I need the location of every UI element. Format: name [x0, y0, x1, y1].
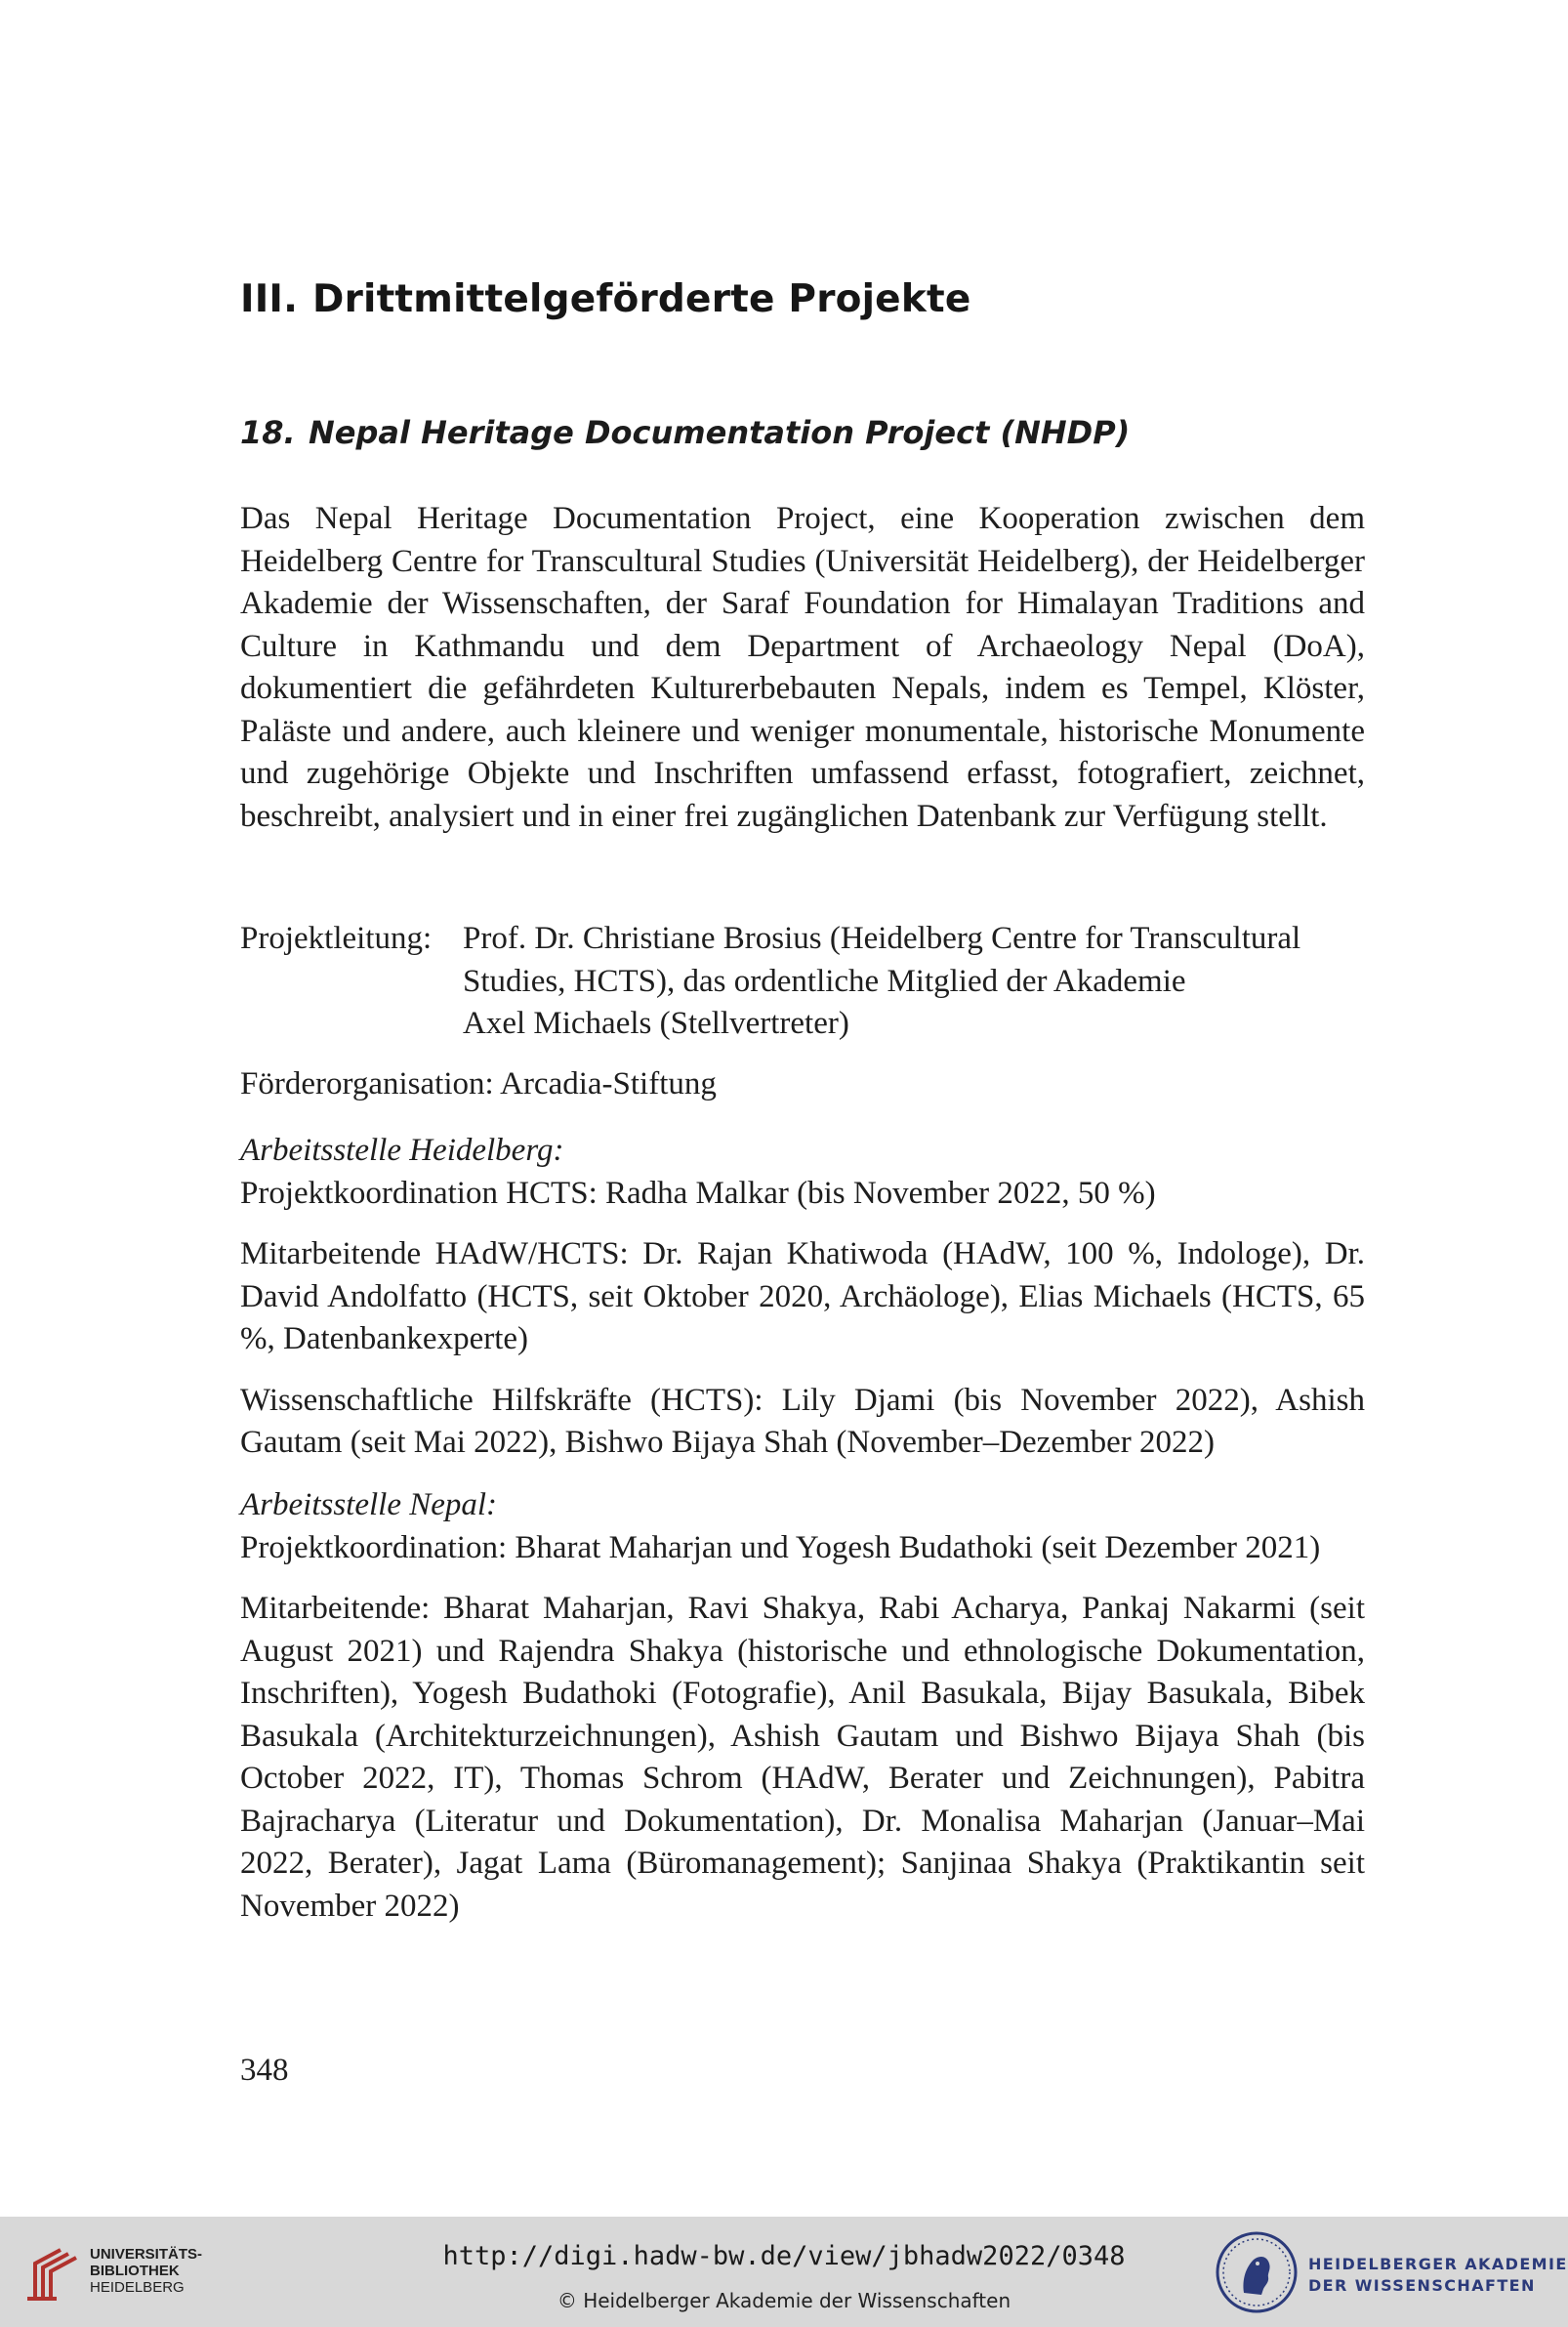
ub-line-1: UNIVERSITÄTS-: [90, 2246, 203, 2263]
nepal-heading: Arbeitsstelle Nepal:: [240, 1487, 498, 1522]
ub-line-2: BIBLIOTHEK: [90, 2263, 180, 2279]
permalink-url[interactable]: http://digi.hadw-bw.de/view/jbhadw2022/0348: [442, 2241, 1126, 2271]
projektleitung-line-1: Prof. Dr. Christiane Brosius (Heidelberg Centre for Transcultural Studies, HCTS), das ordentliche Mitglied der Akademie: [463, 921, 1301, 999]
foerderorganisation: Förderorganisation: Arcadia-Stiftung: [240, 1066, 717, 1101]
arbeitsstelle-heidelberg: [240, 1130, 1365, 1465]
ub-line-3: HEIDELBERG: [90, 2279, 185, 2296]
hadw-line-1: HEIDELBERGER AKADEMIE: [1308, 2255, 1568, 2273]
chapter-heading: [240, 277, 970, 321]
projektleitung-line-2: Axel Michaels (Stellvertreter): [463, 1006, 849, 1041]
arbeitsstelle-nepal: [240, 1484, 1365, 1928]
section-title: Nepal Heritage Documentation Project (NHDP): [309, 414, 1131, 451]
nepal-koordination: Projektkoordination: Bharat Maharjan und Yogesh Budathoki (seit Dezember 2021): [240, 1529, 1321, 1565]
hadw-label: [1308, 2254, 1568, 2297]
projektleitung-label: Projektleitung:: [240, 921, 433, 956]
hadw-line-2: DER WISSENSCHAFTEN: [1308, 2276, 1536, 2295]
chapter-title: Drittmittelgeförderte Projekte: [312, 277, 971, 321]
heidelberg-hilfskraefte: Wissenschaftliche Hilfskräfte (HCTS): Lily Djami (bis November 2022), Ashish Gautam (seit Mai 2022), Bishwo Bijaya Shah (November–Dezember 2022): [240, 1382, 1365, 1460]
digitization-footer: [0, 2217, 1568, 2327]
page-number: 348: [240, 2053, 289, 2088]
heidelberg-koordination: Projektkoordination HCTS: Radha Malkar (bis November 2022, 50 %): [240, 1175, 1156, 1211]
copyright-notice: © Heidelberger Akademie der Wissenschaften: [557, 2289, 1011, 2312]
projektleitung-block: [240, 918, 1365, 1046]
projektleitung-value: [463, 918, 1365, 1046]
section-number: 18.: [240, 414, 296, 451]
nepal-mitarbeitende: Mitarbeitende: Bharat Maharjan, Ravi Shakya, Rabi Acharya, Pankaj Nakarmi (seit August 2021) und Rajendra Shakya (historische und ethnologische Dokumentation, Inschriften), Yogesh Budathoki (Fotografie), Anil Basukala, Bijay Basukala, Bibek Basukala (Architekturzeichnungen), Ashish Gautam und Bishwo Bijaya Shah (bis October 2022, IT), Thomas Schrom (HAdW, Berater und Zeichnungen), Pabitra Bajracharya (Literatur und Dokumentation), Dr. Monalisa Maharjan (Januar–Mai 2022, Berater), Jagat Lama (Büromanagement); Sanjinaa Shakya (Praktikantin seit November 2022): [240, 1591, 1365, 1924]
heidelberg-mitarbeitende: Mitarbeitende HAdW/HCTS: Dr. Rajan Khatiwoda (HAdW, 100 %, Indologe), Dr. David Andolfatto (HCTS, seit Oktober 2020, Archäologe), Elias Michaels (HCTS, 65 %, Datenbankexperte): [240, 1236, 1365, 1356]
chapter-number: III.: [240, 277, 299, 321]
section-heading: [240, 414, 1130, 451]
heidelberg-heading: Arbeitsstelle Heidelberg:: [240, 1133, 564, 1168]
hadw-seal-icon: [1213, 2228, 1300, 2316]
intro-paragraph: Das Nepal Heritage Documentation Project, eine Kooperation zwischen dem Heidelberg Centre for Transcultural Studies (Universität Heidelberg), der Heidelberger Akademie der Wissenschaften, der Saraf Foundation for Himalayan Traditions and Culture in Kathmandu und dem Department of Archaeology Nepal (DoA), dokumentiert die gefährdeten Kulturerbebauten Nepals, indem es Tempel, Klöster, Paläste und andere, auch kleinere und weniger monumentale, historische Monumente und zugehörige Objekte und Inschriften umfassend erfasst, fotografiert, zeichnet, beschreibt, analysiert und in einer frei zugänglichen Datenbank zur Verfügung stellt.: [240, 501, 1365, 834]
